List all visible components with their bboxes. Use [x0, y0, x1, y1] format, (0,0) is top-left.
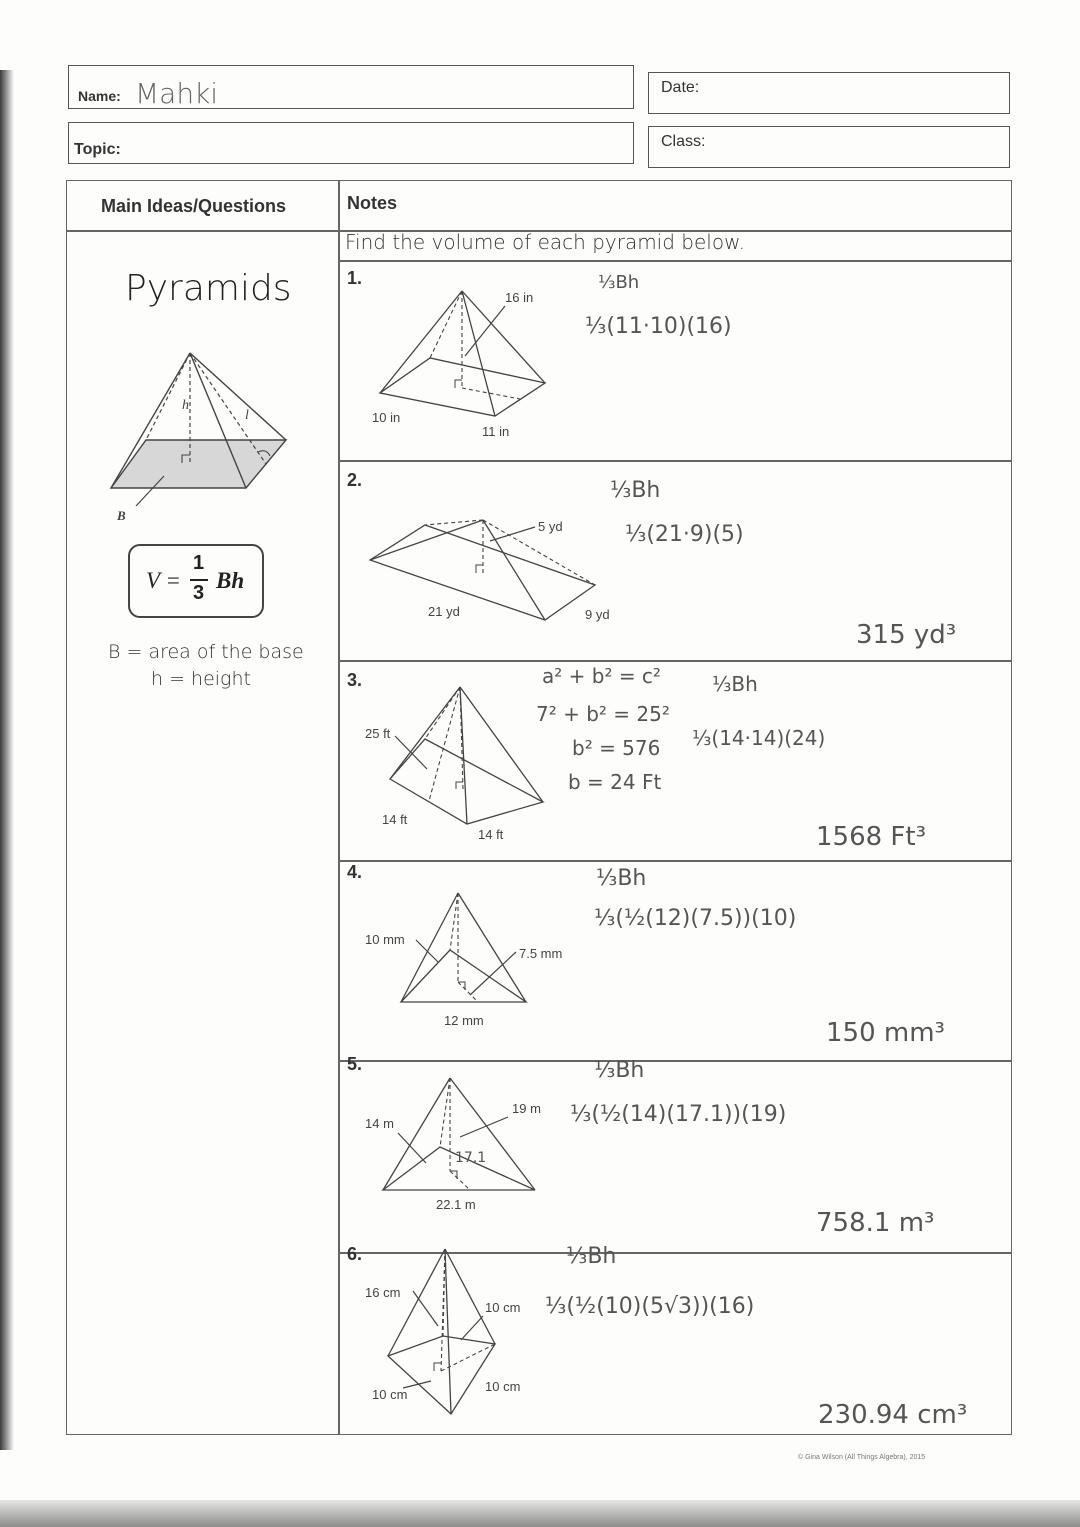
formula-fraction-bar [190, 579, 208, 581]
problem-5-dim-slant: 14 m [365, 1116, 394, 1131]
problem-3-dim-slant: 25 ft [365, 726, 391, 741]
problem-3-work-2: 7² + b² = 25² [536, 702, 670, 726]
row-divider-2 [338, 660, 1012, 662]
instructions-divider [338, 260, 1012, 262]
problem-3-answer: 1568 Ft³ [816, 822, 927, 852]
instructions: Find the volume of each pyramid below. [345, 230, 745, 254]
formula-rhs: Bh [216, 568, 245, 593]
problem-5-work-1: ⅓Bh [594, 1058, 645, 1083]
problem-1-work-1: ⅓Bh [598, 272, 640, 293]
problem-1-dim-width: 10 in [372, 410, 401, 425]
problem-4-work-1: ⅓Bh [596, 866, 647, 891]
problem-3-pyramid [385, 684, 550, 834]
column-header-notes: Notes [347, 193, 398, 213]
page-edge-shadow [0, 70, 14, 1450]
name-field[interactable] [68, 65, 634, 109]
column-header-main-ideas: Main Ideas/Questions [101, 196, 287, 216]
problem-3-number: 3. [347, 670, 363, 690]
problem-2-work-2: ⅓(21·9)(5) [625, 522, 744, 547]
problem-1-dim-height: 16 in [505, 290, 534, 305]
problem-3-work-1: a² + b² = c² [542, 664, 661, 688]
date-field[interactable] [648, 72, 1010, 114]
definition-height: h = height [151, 668, 251, 690]
problem-2-work-1: ⅓Bh [610, 478, 661, 503]
problem-4-dim-apothem: 7.5 mm [519, 946, 563, 961]
problem-6-number: 6. [347, 1244, 363, 1264]
problem-4-dim-base: 12 mm [444, 1013, 484, 1028]
name-label: Name: [78, 88, 121, 104]
problem-4-pyramid [398, 890, 533, 1008]
problem-3-work-6: ⅓(14·14)(24) [692, 726, 826, 750]
problem-3-dim-length: 14 ft [478, 827, 504, 842]
name-value: Mahki [135, 77, 219, 110]
column-divider [338, 180, 340, 1435]
copyright-notice: © Gina Wilson (All Things Algebra), 2015 [798, 1454, 926, 1461]
row-divider-4 [338, 1060, 1012, 1062]
problem-3-work-4: b = 24 Ft [568, 770, 662, 794]
class-field[interactable] [648, 126, 1010, 168]
problem-5-dim-base: 22.1 m [436, 1197, 476, 1212]
problem-1-work-2: ⅓(11·10)(16) [585, 314, 732, 339]
problem-5-number: 5. [347, 1054, 363, 1074]
date-label: Date: [661, 79, 700, 96]
page-bottom-edge [0, 1500, 1080, 1527]
problem-2-dim-height: 5 yd [538, 519, 563, 534]
problem-2-answer: 315 yd³ [856, 620, 957, 650]
problem-3-work-3: b² = 576 [572, 736, 661, 760]
formula-lhs: V = [146, 568, 181, 593]
reference-label-l: l [245, 408, 249, 423]
problem-5-pyramid [380, 1075, 540, 1195]
problem-6-dim-side-a: 10 cm [485, 1300, 521, 1315]
reference-pyramid-diagram [106, 348, 296, 523]
formula-numerator: 1 [193, 552, 205, 574]
reference-label-B: B [117, 508, 126, 523]
problem-1-number: 1. [347, 268, 363, 288]
problem-3-dim-width: 14 ft [382, 812, 408, 827]
definition-base: B = area of the base [108, 641, 304, 663]
problem-2-number: 2. [347, 470, 363, 490]
problem-3-work-5: ⅓Bh [712, 672, 758, 696]
problem-6-work-2: ⅓(½(10)(5√3))(16) [545, 1294, 755, 1319]
problem-4-dim-height: 10 mm [365, 932, 405, 947]
problem-6-answer: 230.94 cm³ [818, 1400, 968, 1430]
row-divider-1 [338, 460, 1012, 462]
problem-6-work-1: ⅓Bh [566, 1244, 617, 1269]
topic-field[interactable] [68, 122, 634, 164]
class-label: Class: [661, 133, 706, 150]
problem-2-dim-length: 21 yd [428, 604, 460, 619]
problem-1-dim-length: 11 in [482, 424, 510, 439]
formula-denominator: 3 [193, 582, 205, 604]
problem-1-pyramid [375, 288, 555, 428]
row-divider-3 [338, 860, 1012, 862]
problem-2-pyramid [365, 515, 605, 625]
problem-5-work-2: ⅓(½(14)(17.1))(19) [570, 1102, 787, 1127]
problem-4-number: 4. [347, 862, 363, 882]
topic-label: Topic: [74, 141, 121, 158]
problem-4-work-2: ⅓(½(12)(7.5))(10) [594, 906, 797, 931]
problem-6-dim-side-b: 10 cm [372, 1387, 408, 1402]
problem-6-dim-side-c: 10 cm [485, 1379, 521, 1394]
problem-5-dim-altitude: 17.1 [455, 1150, 487, 1166]
problem-5-dim-height: 19 m [512, 1101, 541, 1116]
reference-label-h: h [182, 398, 189, 413]
problem-4-answer: 150 mm³ [826, 1018, 945, 1048]
volume-formula-box [128, 544, 264, 618]
problem-5-answer: 758.1 m³ [816, 1208, 935, 1238]
sidebar-title: Pyramids [125, 268, 292, 309]
problem-2-dim-width: 9 yd [585, 607, 610, 622]
problem-6-dim-height: 16 cm [365, 1285, 401, 1300]
